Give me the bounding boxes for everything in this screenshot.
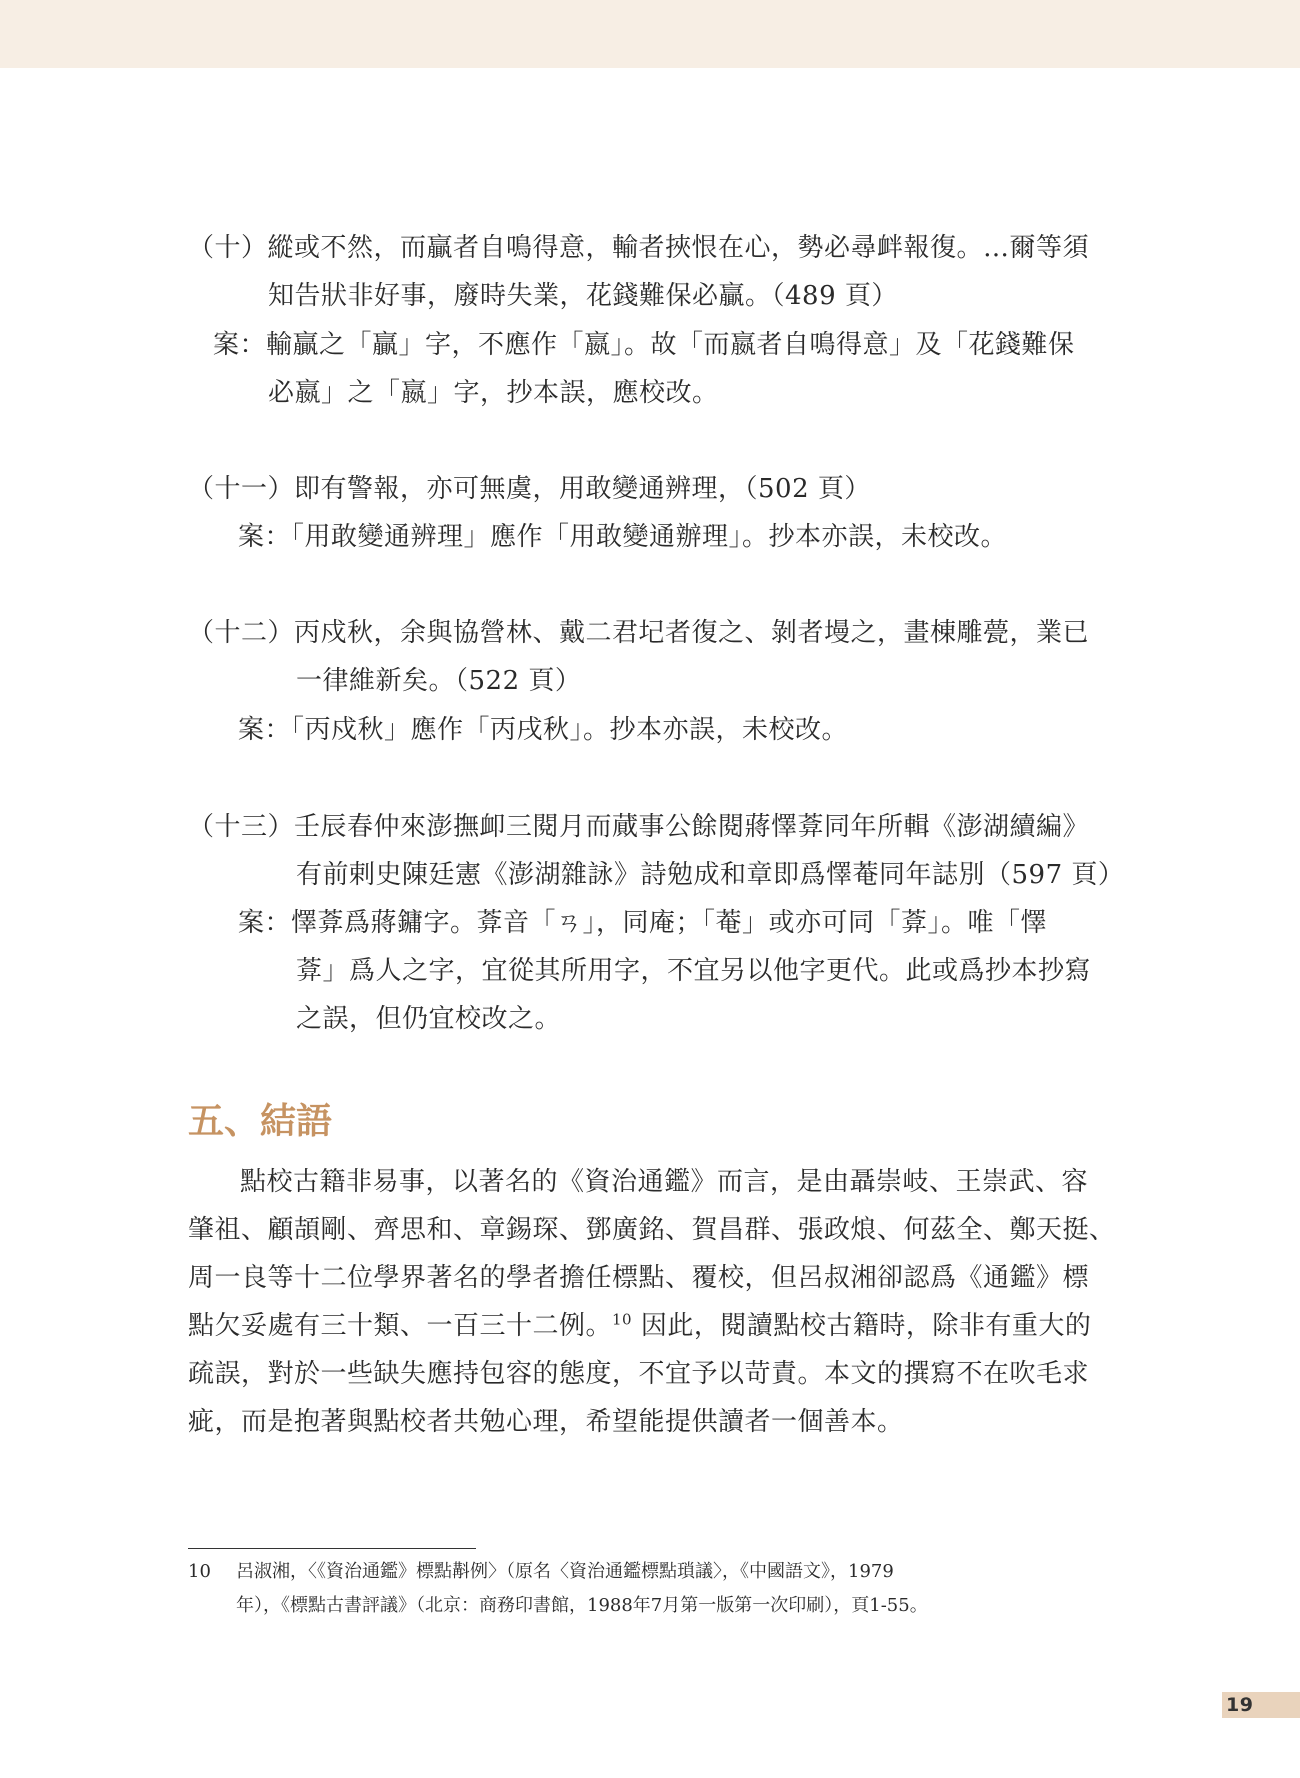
item-10-line-2: 知告狀非好事，廢時失業，花錢難保必贏。（489 頁）	[268, 281, 898, 311]
footnote-divider	[188, 1548, 476, 1549]
item-13-note-line-1: 案：懌葊爲蔣鏞字。葊音「ㄢ」，同庵；「菴」或亦可同「葊」。唯「懌	[238, 908, 1048, 938]
item-10-line-1: （十）縱或不然，而贏者自鳴得意，輸者挾恨在心，勢必尋衅報復。…爾等須	[188, 233, 1090, 263]
item-13-line-1: （十三）壬辰春仲來澎撫卹三閱月而蕆事公餘閱蔣懌葊同年所輯《澎湖續編》	[188, 812, 1090, 842]
item-13-line-2: 有前剌史陳廷憲《澎湖雜詠》詩勉成和章即爲懌菴同年誌別（597 頁）	[296, 860, 1125, 890]
item-13-note-line-2: 葊」爲人之字，宜從其所用字，不宜另以他字更代。此或爲抄本抄寫	[296, 956, 1092, 986]
footnote-line-2: 年），《標點古書評議》（北京：商務印書館，1988年7月第一版第一次印刷），頁1-55。	[236, 1595, 928, 1616]
item-12-line-2: 一律維新矣。（522 頁）	[296, 666, 582, 696]
header-band	[0, 0, 1300, 68]
item-12-note-line-1: 案：「丙戍秋」應作「丙戌秋」。抄本亦誤，未校改。	[238, 715, 849, 745]
item-11-line-1: （十一）即有警報，亦可無虞，用敢變通辨理，（502 頁）	[188, 474, 871, 504]
paragraph-line-2: 肇祖、顧頡剛、齊思和、章錫琛、鄧廣銘、賀昌群、張政烺、何茲全、鄭天挺、	[188, 1215, 1116, 1245]
footnote-line-1: 呂淑湘，〈《資治通鑑》標點斠例〉（原名〈資治通鑑標點瑣議〉，《中國語文》，1979	[236, 1561, 894, 1582]
paragraph-line-3: 周一良等十二位學界著名的學者擔任標點、覆校，但呂叔湘卻認爲《通鑑》標	[188, 1263, 1090, 1293]
paragraph-line-4-continued: 因此，閱讀點校古籍時，除非有重大的	[632, 1311, 1092, 1341]
paragraph-line-6: 疵，而是抱著與點校者共勉心理，希望能提供讀者一個善本。	[188, 1407, 904, 1437]
page-number: 19	[1226, 1694, 1254, 1716]
item-12-line-1: （十二）丙戍秋，余與協營林、戴二君圮者復之、剝者墁之，畫棟雕甍，業已	[188, 618, 1090, 648]
paragraph-line-1: 點校古籍非易事，以著名的《資治通鑑》而言，是由聶崇岐、王崇武、容	[240, 1167, 1089, 1197]
footnote-ref[interactable]: 10	[612, 1310, 633, 1329]
item-13-note-line-3: 之誤，但仍宜校改之。	[296, 1004, 562, 1034]
item-10-note-line-2: 必嬴」之「嬴」字，抄本誤，應校改。	[268, 378, 719, 408]
paragraph-line-5: 疏誤，對於一些缺失應持包容的態度，不宜予以苛責。本文的撰寫不在吹毛求	[188, 1359, 1090, 1389]
paragraph-line-4	[188, 1309, 1091, 1343]
paragraph-line-4-text: 點欠妥處有三十類、一百三十二例。	[188, 1311, 613, 1341]
section-heading: 五、結語	[188, 1101, 333, 1142]
footnote-number: 10	[188, 1561, 211, 1582]
item-10-note-line-1: 案：輸贏之「贏」字，不應作「嬴」。故「而嬴者自鳴得意」及「花錢難保	[213, 330, 1075, 360]
item-11-note-line-1: 案：「用敢變通辨理」應作「用敢變通辦理」。抄本亦誤，未校改。	[238, 522, 1008, 552]
